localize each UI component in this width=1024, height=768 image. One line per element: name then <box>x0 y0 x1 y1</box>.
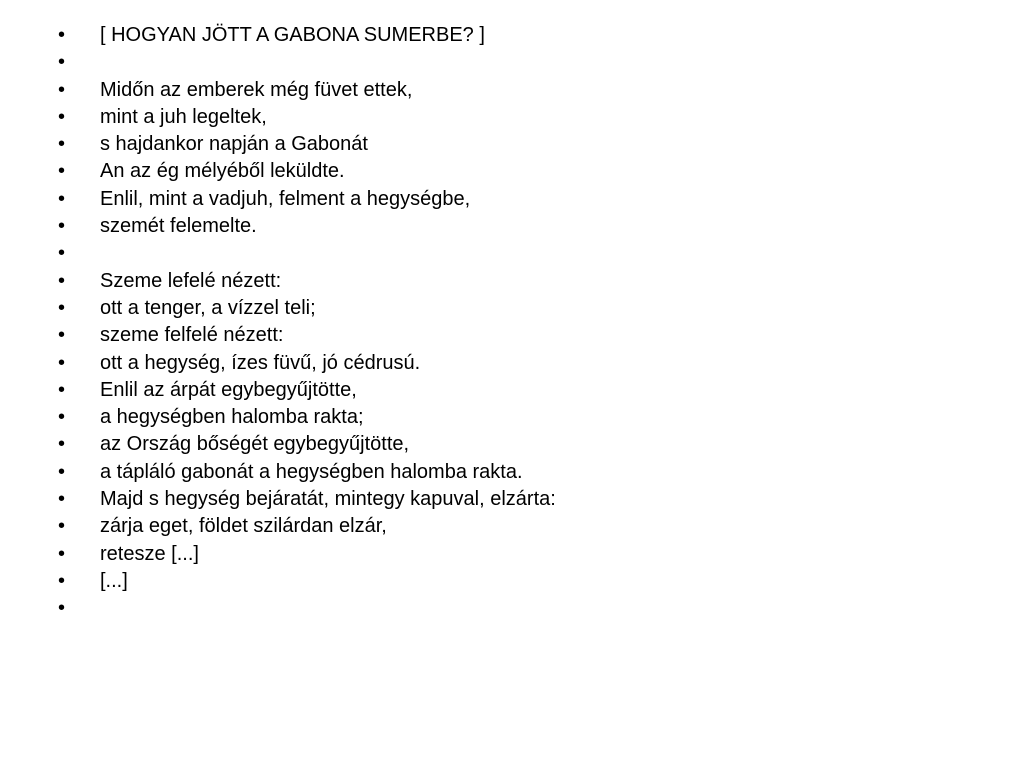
bullet-line <box>58 431 978 458</box>
bullet-line <box>58 513 978 540</box>
bullet-dot-icon: • <box>58 324 66 347</box>
bullet-line <box>58 158 978 185</box>
bullet-line-text: retesze [...] <box>100 542 199 565</box>
bullet-dot-icon: • <box>58 51 66 74</box>
bullet-line-text: s hajdankor napján a Gabonát <box>100 133 368 156</box>
bullet-line <box>58 268 978 295</box>
bullet-line-text: az Ország bőségét egybegyűjtötte, <box>100 433 410 456</box>
bullet-dot-icon: • <box>58 597 66 620</box>
bullet-line-text: Enlil az árpát egybegyűjtötte, <box>100 378 357 401</box>
bullet-line <box>58 404 978 431</box>
bullet-dot-icon: • <box>58 78 66 101</box>
poem-bullet-list <box>58 22 978 623</box>
bullet-dot-icon: • <box>58 242 66 265</box>
bullet-line-empty <box>58 595 978 622</box>
bullet-line <box>58 350 978 377</box>
bullet-line-text: mint a juh legeltek, <box>100 105 267 128</box>
bullet-dot-icon: • <box>58 160 66 183</box>
bullet-line <box>58 377 978 404</box>
bullet-line-text: Midőn az emberek még füvet ettek, <box>100 78 413 101</box>
bullet-line <box>58 186 978 213</box>
bullet-dot-icon: • <box>58 542 66 565</box>
bullet-dot-icon: • <box>58 133 66 156</box>
bullet-line <box>58 77 978 104</box>
bullet-dot-icon: • <box>58 433 66 456</box>
bullet-dot-icon: • <box>58 460 66 483</box>
bullet-line <box>58 104 978 131</box>
bullet-dot-icon: • <box>58 105 66 128</box>
bullet-dot-icon: • <box>58 488 66 511</box>
bullet-dot-icon: • <box>58 215 66 238</box>
bullet-line-text: zárja eget, földet szilárdan elzár, <box>100 515 387 538</box>
bullet-dot-icon: • <box>58 296 66 319</box>
bullet-dot-icon: • <box>58 515 66 538</box>
bullet-dot-icon: • <box>58 351 66 374</box>
bullet-line-text: a tápláló gabonát a hegységben halomba rakta. <box>100 460 523 483</box>
bullet-line-text: szeme felfelé nézett: <box>100 324 284 347</box>
bullet-line-empty <box>58 240 978 267</box>
bullet-dot-icon: • <box>58 269 66 292</box>
bullet-dot-icon: • <box>58 24 66 46</box>
bullet-dot-icon: • <box>58 406 66 429</box>
bullet-line <box>58 295 978 322</box>
bullet-dot-icon: • <box>58 378 66 401</box>
bullet-dot-icon: • <box>58 569 66 592</box>
bullet-line <box>58 322 978 349</box>
bullet-line-text: Szeme lefelé nézett: <box>100 269 282 292</box>
bullet-line-text: Enlil, mint a vadjuh, felment a hegységbe, <box>100 187 471 210</box>
bullet-line-text: Majd s hegység bejáratát, mintegy kapuval, elzárta: <box>100 488 556 511</box>
bullet-line-title <box>58 22 978 49</box>
bullet-line-text: An az ég mélyéből leküldte. <box>100 160 345 183</box>
bullet-line-text: [...] <box>100 569 128 592</box>
bullet-line <box>58 486 978 513</box>
bullet-line <box>58 213 978 240</box>
bullet-line-text: szemét felemelte. <box>100 215 257 238</box>
bullet-line-text: a hegységben halomba rakta; <box>100 406 364 429</box>
bullet-line-text: ott a tenger, a vízzel teli; <box>100 296 316 319</box>
bullet-line <box>58 541 978 568</box>
bullet-line-text: [ HOGYAN JÖTT A GABONA SUMERBE? ] <box>100 24 485 46</box>
bullet-line-empty <box>58 49 978 76</box>
bullet-line <box>58 459 978 486</box>
bullet-line-text: ott a hegység, ízes füvű, jó cédrusú. <box>100 351 421 374</box>
bullet-dot-icon: • <box>58 187 66 210</box>
bullet-line <box>58 131 978 158</box>
bullet-line <box>58 568 978 595</box>
